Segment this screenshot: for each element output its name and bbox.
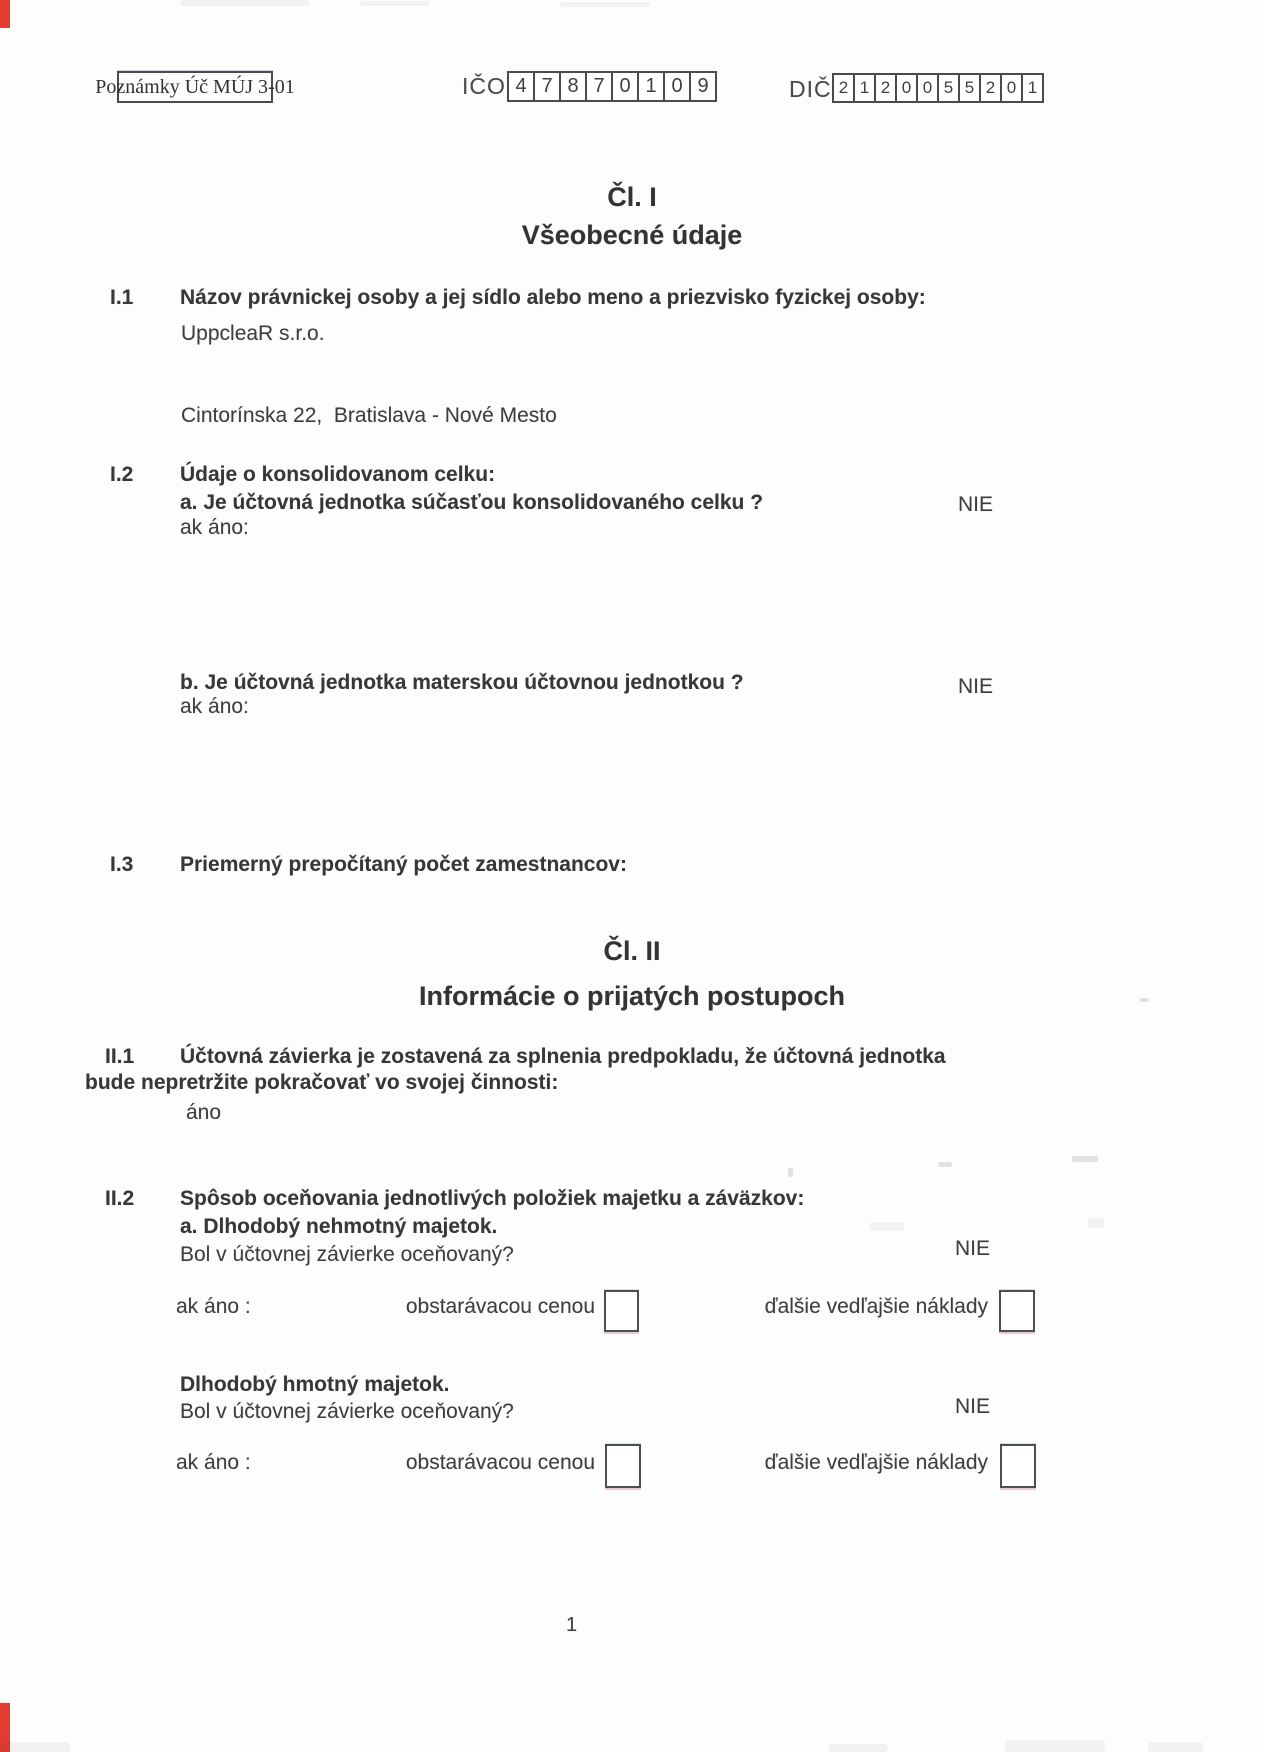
item-i2-number: I.2 — [110, 463, 134, 486]
dic-cell — [916, 73, 939, 103]
ico-digit: 8 — [567, 75, 579, 97]
checkbox-intangible-acquisition-cost[interactable] — [604, 1290, 639, 1332]
dic-cell — [895, 73, 918, 103]
article1-subtitle: Všeobecné údaje — [521, 220, 743, 250]
dic-digit: 2 — [880, 78, 891, 97]
item-i1-number: I.1 — [110, 286, 134, 309]
dic-digit: 1 — [859, 78, 870, 97]
scan-smudge — [870, 1222, 904, 1231]
item-ii1-number: II.1 — [105, 1045, 135, 1068]
dic-digit: 2 — [985, 78, 996, 97]
checkbox-tangible-acquisition-cost[interactable] — [605, 1444, 641, 1488]
ico-cell — [611, 71, 639, 102]
scan-smudge — [1005, 1740, 1105, 1752]
ico-digit: 1 — [645, 75, 657, 97]
scan-speck — [788, 1168, 793, 1177]
scan-red-mark-top-left — [0, 0, 10, 28]
ico-cells — [507, 71, 717, 102]
question-i2b: b. Je účtovná jednotka materskou účtovnou jednotkou ? — [180, 671, 744, 694]
ico-cell — [507, 71, 535, 102]
answer-i2a: NIE — [958, 493, 994, 516]
scan-speck — [1072, 1156, 1098, 1162]
question-i2a: a. Je účtovná jednotka súčasťou konsolidovaného celku ? — [180, 491, 764, 514]
dic-digit: 5 — [964, 78, 975, 97]
scan-smudge — [360, 1, 430, 6]
company-name: UppcleaR s.r.o. — [181, 322, 325, 345]
ico-cell — [559, 71, 587, 102]
scan-smudge — [1148, 1742, 1203, 1752]
scan-smudge — [0, 1742, 70, 1752]
section-intangible-heading: a. Dlhodobý nehmotný majetok. — [180, 1215, 498, 1238]
ico-cell — [585, 71, 613, 102]
dic-digit: 1 — [1027, 78, 1038, 97]
ico-digit: 0 — [671, 75, 683, 97]
scan-smudge — [828, 1744, 888, 1752]
section-intangible-if-yes: ak áno : — [176, 1295, 251, 1318]
ico-label: IČO — [462, 73, 506, 99]
dic-cell — [1000, 73, 1023, 103]
page-number: 1 — [566, 1614, 578, 1636]
article2-subtitle: Informácie o prijatých postupoch — [418, 981, 846, 1011]
dic-digit: 5 — [943, 78, 954, 97]
dic-digit: 2 — [838, 78, 849, 97]
scan-speck — [938, 1162, 952, 1167]
scan-smudge — [560, 2, 650, 7]
dic-digit: 0 — [901, 78, 912, 97]
dic-cell — [832, 73, 855, 103]
dic-cell — [853, 73, 876, 103]
ico-cell — [533, 71, 561, 102]
ico-cell — [637, 71, 665, 102]
company-address: Cintorínska 22, Bratislava - Nové Mesto — [181, 404, 557, 427]
checkbox-intangible-additional-costs[interactable] — [999, 1290, 1035, 1332]
dic-cell — [874, 73, 897, 103]
answer-i2b: NIE — [958, 675, 994, 698]
dic-cell — [1021, 73, 1044, 103]
item-ii1-line2: bude nepretržite pokračovať vo svojej činnosti: — [85, 1071, 559, 1094]
section-tangible-if-yes: ak áno : — [176, 1451, 251, 1474]
ico-cell — [689, 71, 717, 102]
section-tangible-option1-label: obstarávacou cenou — [405, 1451, 595, 1474]
dic-cell — [937, 73, 960, 103]
ico-digit: 7 — [541, 75, 553, 97]
section-tangible-answer: NIE — [955, 1395, 991, 1418]
article1-title: Čl. I — [607, 182, 657, 212]
answer-ii1: áno — [186, 1101, 222, 1124]
item-i2-label: Údaje o konsolidovanom celku: — [180, 463, 496, 486]
form-code-label: Poznámky Úč MÚJ 3-01 — [95, 75, 295, 98]
section-intangible-option2-label: ďalšie vedľajšie náklady — [764, 1295, 988, 1318]
checkbox-tangible-additional-costs[interactable] — [1000, 1444, 1036, 1488]
form-code-box — [95, 71, 295, 103]
ico-digit: 7 — [593, 75, 605, 97]
ico-cell — [663, 71, 691, 102]
dic-digit: 0 — [922, 78, 933, 97]
dic-digit: 0 — [1006, 78, 1017, 97]
dic-cells — [832, 73, 1044, 103]
item-ii2-number: II.2 — [105, 1187, 135, 1210]
item-ii1-line1: Účtovná závierka je zostavená za splnenia predpokladu, že účtovná jednotka — [180, 1045, 946, 1068]
article2-title: Čl. II — [603, 936, 661, 966]
if-yes-i2a: ak áno: — [180, 516, 249, 539]
item-ii2-label: Spôsob oceňovania jednotlivých položiek majetku a záväzkov: — [180, 1187, 805, 1210]
dic-cell — [958, 73, 981, 103]
if-yes-i2b: ak áno: — [180, 695, 249, 718]
scan-smudge — [1088, 1218, 1104, 1228]
section-tangible-question: Bol v účtovnej závierke oceňovaný? — [180, 1400, 514, 1423]
section-intangible-answer: NIE — [955, 1237, 991, 1260]
ico-digit: 9 — [697, 75, 709, 97]
ico-digit: 0 — [619, 75, 631, 97]
section-intangible-option1-label: obstarávacou cenou — [405, 1295, 595, 1318]
item-i1-label: Názov právnickej osoby a jej sídlo alebo meno a priezvisko fyzickej osoby: — [180, 286, 926, 309]
section-tangible-option2-label: ďalšie vedľajšie náklady — [764, 1451, 988, 1474]
scan-smudge — [180, 0, 310, 6]
dic-label: DIČ — [789, 76, 832, 102]
item-i3-label: Priemerný prepočítaný počet zamestnancov: — [180, 853, 627, 876]
section-intangible-question: Bol v účtovnej závierke oceňovaný? — [180, 1243, 514, 1266]
section-tangible-heading: Dlhodobý hmotný majetok. — [180, 1373, 450, 1396]
ico-digit: 4 — [515, 75, 527, 97]
item-i3-number: I.3 — [110, 853, 134, 876]
dic-cell — [979, 73, 1002, 103]
